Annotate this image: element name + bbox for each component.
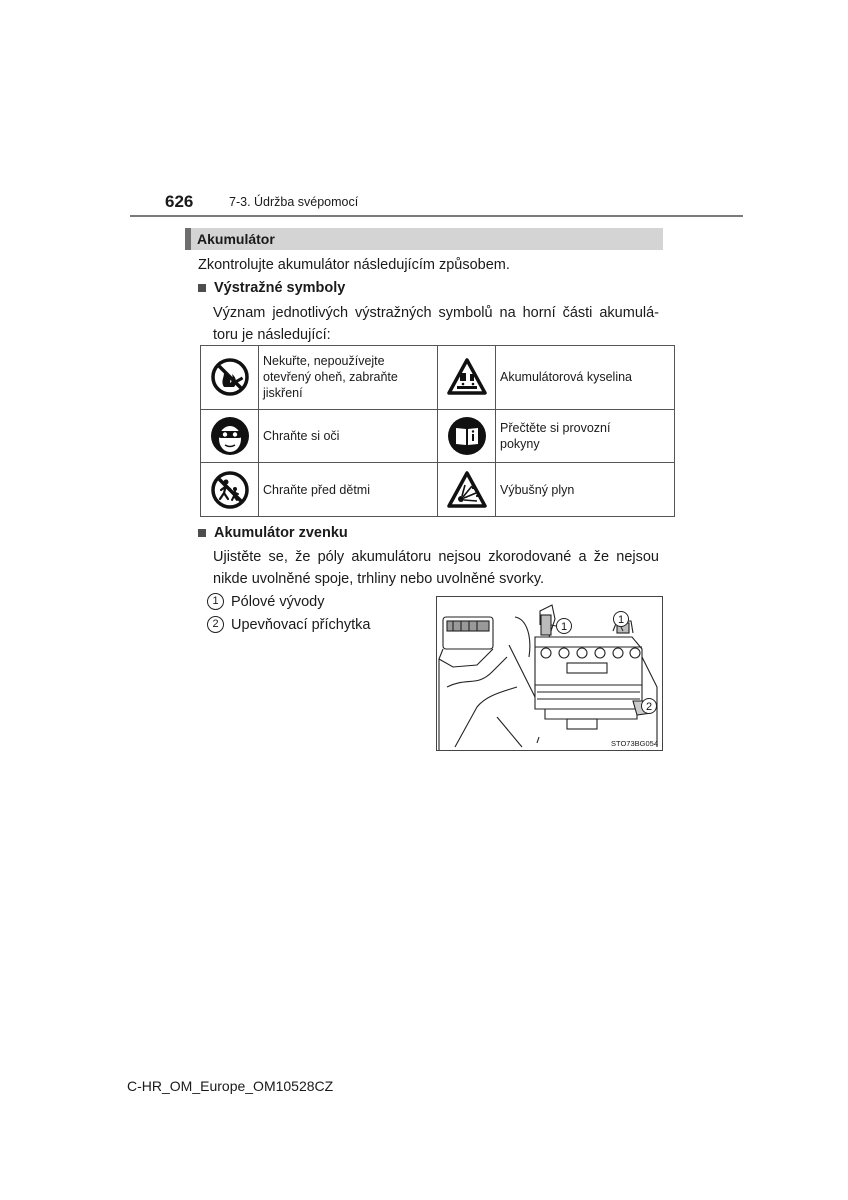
legend-label: Pólové vývody [231,593,325,610]
square-bullet-icon [198,529,206,537]
chapter-title: 7-3. Údržba svépomocí [229,195,359,209]
legend-item [207,593,325,610]
warning-symbols-table [200,345,675,517]
table-row [201,409,675,463]
section-header [185,228,663,250]
symbol-label [259,346,438,410]
paragraph-line: Význam jednotlivých výstražných symbolů na horní části akumulá- [213,305,659,321]
eye-protection-icon [210,416,250,456]
symbol-cell [201,409,259,463]
symbol-cell [201,463,259,517]
symbol-cell [438,346,496,410]
symbol-label-line: Akumulátorová kyselina [500,370,633,385]
legend-label: Upevňovací příchytka [231,616,371,633]
battery-engine-bay-drawing [437,597,662,750]
battery-exterior-paragraph [213,546,659,590]
figure-id: STO73BG054 [611,739,658,748]
symbol-cell [438,463,496,517]
symbol-cell [201,346,259,410]
symbol-label [496,346,675,410]
symbol-label [259,409,438,463]
battery-exterior-heading-text: Akumulátor zvenku [214,525,348,541]
symbol-label-line: jiskření [263,386,303,401]
document-code: C-HR_OM_Europe_OM10528CZ [127,1078,334,1094]
symbol-label-line: Chraňte si oči [263,429,340,444]
paragraph-line: Ujistěte se, že póly akumulátoru nejsou zkorodované a že nejsou [213,549,659,565]
symbol-cell [438,409,496,463]
table-row [201,346,675,410]
symbol-label [259,463,438,517]
battery-acid-icon [446,357,488,397]
keep-away-children-icon [210,470,250,510]
warning-symbols-heading-text: Výstražné symboly [214,280,346,296]
symbol-label-line: pokyny [500,437,540,452]
warning-symbols-heading [198,280,345,296]
symbol-label-line: Nekuřte, nepoužívejte [263,354,385,369]
symbol-label-line: Přečtěte si provozní [500,421,611,436]
symbol-label-line: otevřený oheň, zabraňte [263,370,398,385]
section-title: Akumulátor [197,231,275,247]
callout-1-left: 1 [560,621,568,633]
callout-1-right: 1 [617,614,625,626]
callout-number: 1 [207,593,224,610]
legend-item [207,616,370,633]
symbol-label-line: Výbušný plyn [500,482,575,497]
symbol-label-line: Chraňte před dětmi [263,482,371,497]
read-manual-icon [447,416,487,456]
explosive-gas-icon [446,470,488,510]
symbol-label [496,409,675,463]
square-bullet-icon [198,284,206,292]
callout-2: 2 [645,701,653,713]
battery-exterior-heading [198,525,348,541]
battery-illustration [436,596,663,751]
header-rule [130,215,743,217]
paragraph-line: nikde uvolněné spoje, trhliny nebo uvolněné svorky. [213,571,545,587]
symbol-label [496,463,675,517]
page-number: 626 [165,192,194,211]
callout-number: 2 [207,616,224,633]
paragraph-line: toru je následující: [213,327,331,343]
table-row [201,463,675,517]
no-open-flame-icon [210,357,250,397]
intro-paragraph: Zkontrolujte akumulátor následujícím způsobem. [198,257,510,273]
warning-symbols-paragraph [213,302,659,346]
